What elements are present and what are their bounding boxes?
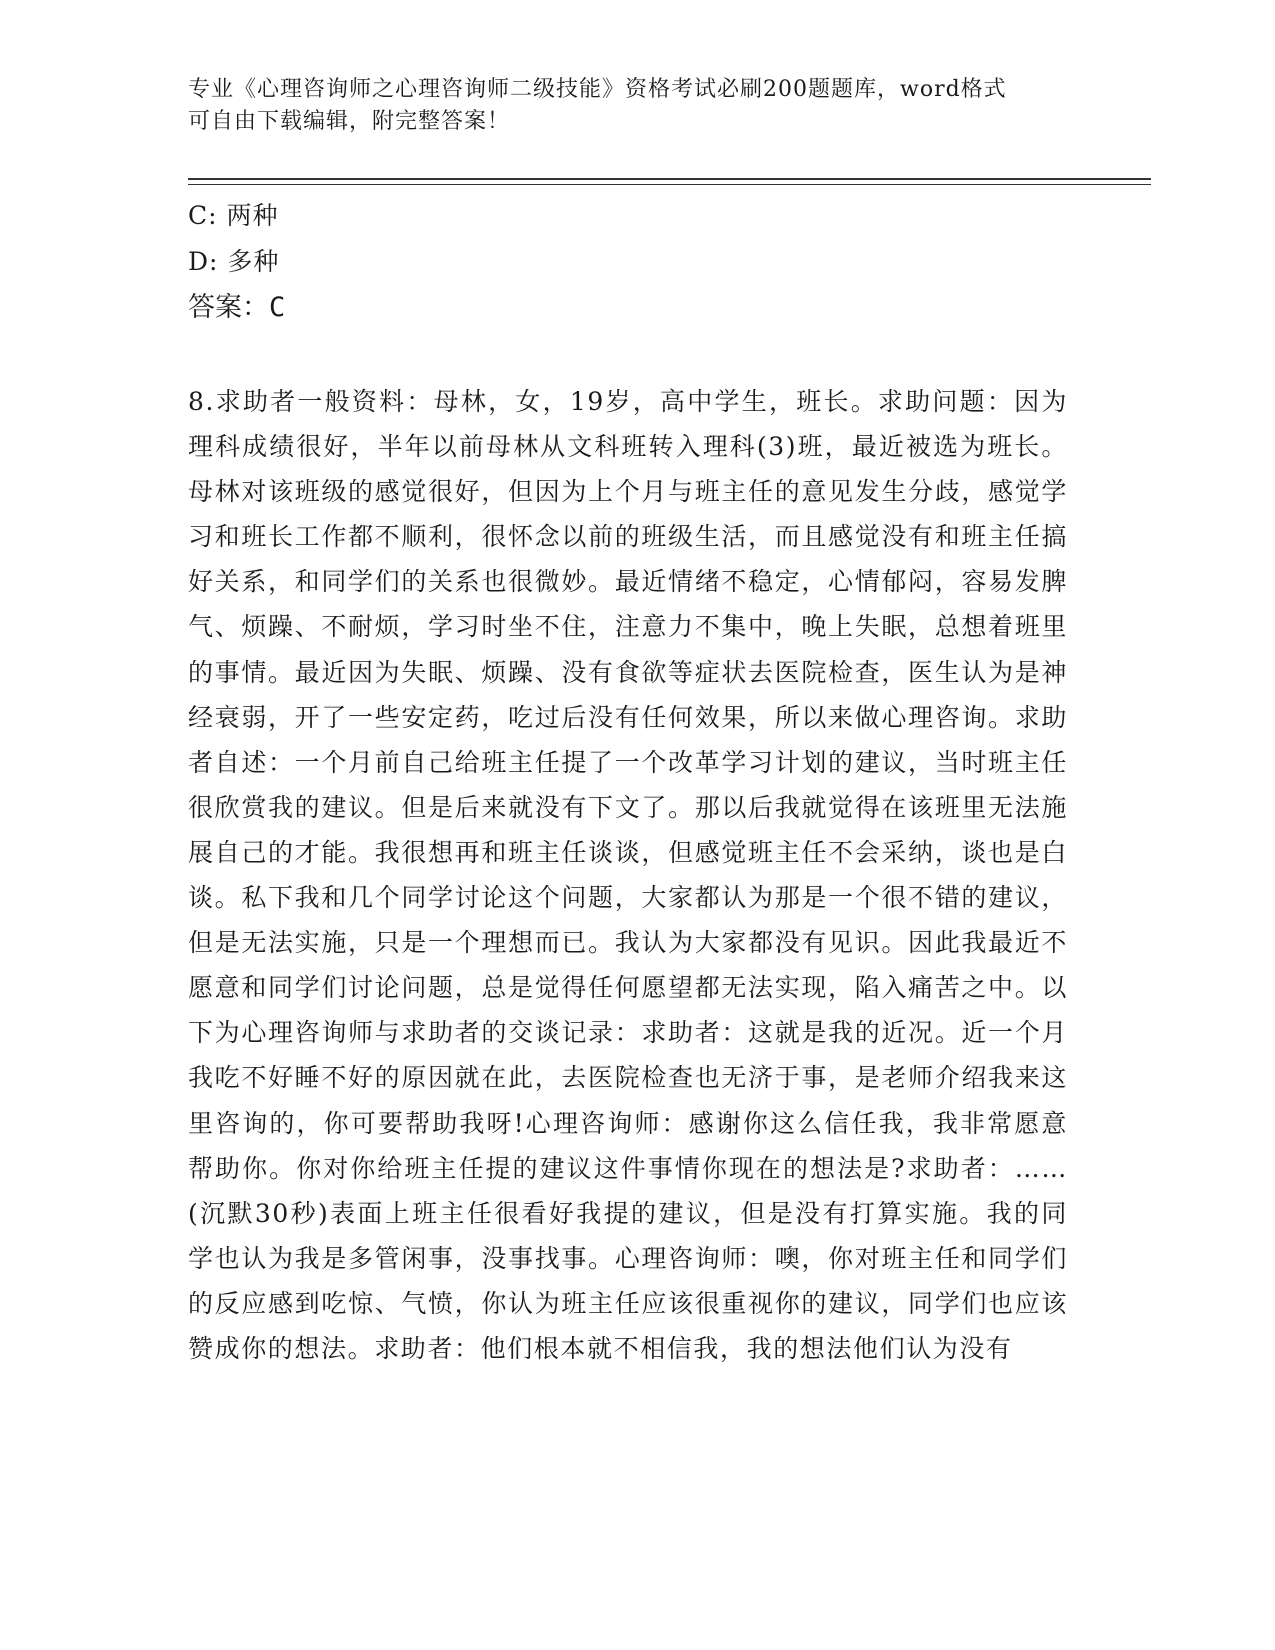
page-header bbox=[188, 74, 1068, 138]
option-d-text: 多种 bbox=[227, 247, 280, 276]
option-d bbox=[188, 239, 1068, 285]
option-d-letter: D: bbox=[188, 247, 219, 276]
answer-label: 答案： bbox=[188, 292, 269, 323]
header-divider bbox=[188, 178, 1151, 180]
header-line-1: 专业《心理咨询师之心理咨询师二级技能》资格考试必刷200题题库，word格式 bbox=[188, 77, 1007, 102]
document-body bbox=[188, 193, 1068, 1371]
header-line-2: 可自由下载编辑，附完整答案！ bbox=[188, 109, 511, 134]
option-c bbox=[188, 193, 1068, 239]
option-c-text: 两种 bbox=[226, 201, 279, 230]
answer-value: C bbox=[269, 292, 286, 323]
question-8-text: 8.求助者一般资料：母林，女，19岁，高中学生，班长。求助问题：因为理科成绩很好，半年以前母林从文科班转入理科(3)班，最近被选为班长。母林对该班级的感觉很好，但因为上个月与班主任的意见发生分歧，感觉学习和班长工作都不顺利，很怀念以前的班级生活，而且感觉没有和班主任搞好关系，和同学们的关系也很微妙。最近情绪不稳定，心情郁闷，容易发脾气、烦躁、不耐烦，学习时坐不住，注意力不集中，晚上失眠，总想着班里的事情。最近因为失眠、烦躁、没有食欲等症状去医院检查，医生认为是神经衰弱，开了一些安定药，吃过后没有任何效果，所以来做心理咨询。求助者自述：一个月前自己给班主任提了一个改革学习计划的建议，当时班主任很欣赏我的建议。但是后来就没有下文了。那以后我就觉得在该班里无法施展自己的才能。我很想再和班主任谈谈，但感觉班主任不会采纳，谈也是白谈。私下我和几个同学讨论这个问题，大家都认为那是一个很不错的建议，但是无法实施，只是一个理想而已。我认为大家都没有见识。因此我最近不愿意和同学们讨论问题，总是觉得任何愿望都无法实现，陷入痛苦之中。以下为心理咨询师与求助者的交谈记录：求助者：这就是我的近况。近一个月我吃不好睡不好的原因就在此，去医院检查也无济于事，是老师介绍我来这里咨询的，你可要帮助我呀!心理咨询师：感谢你这么信任我，我非常愿意帮助你。你对你给班主任提的建议这件事情你现在的想法是?求助者：……(沉默30秒)表面上班主任很看好我提的建议，但是没有打算实施。我的同学也认为我是多管闲事，没事找事。心理咨询师：噢，你对班主任和同学们的反应感到吃惊、气愤，你认为班主任应该很重视你的建议，同学们也应该赞成你的想法。求助者：他们根本就不相信我，我的想法他们认为没有 bbox=[188, 387, 1068, 1363]
option-c-letter: C: bbox=[188, 201, 218, 230]
answer-line bbox=[188, 285, 1068, 331]
header-divider-thin bbox=[188, 184, 1151, 185]
